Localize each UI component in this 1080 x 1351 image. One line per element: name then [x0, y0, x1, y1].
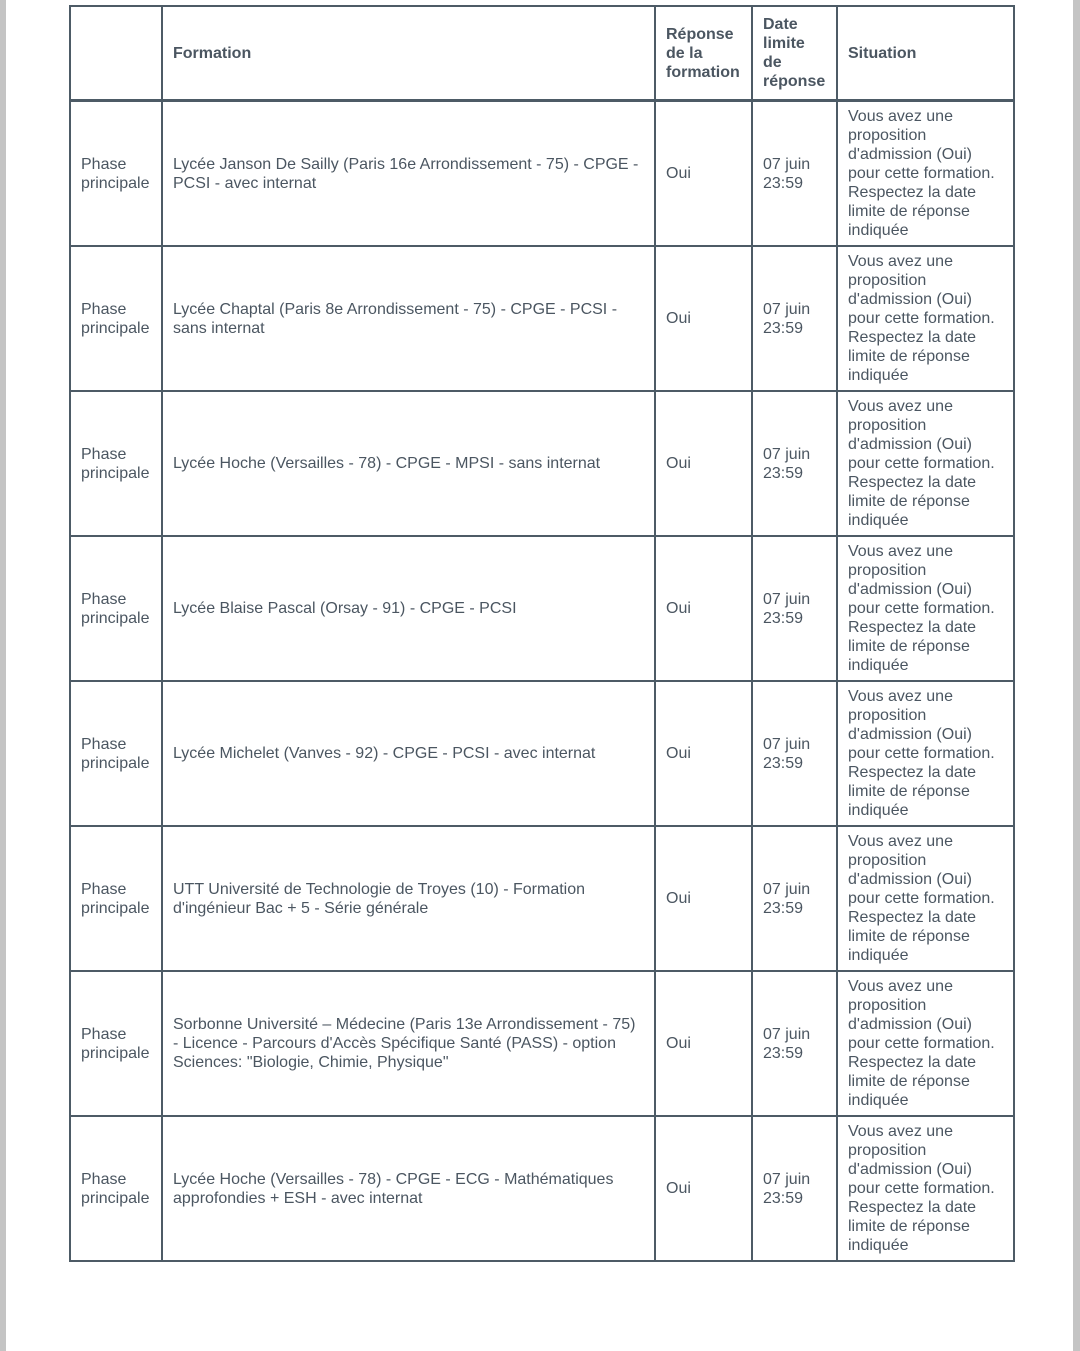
table-row: [70, 1116, 1014, 1261]
cell-phase: Phase principale: [70, 101, 162, 247]
cell-phase: Phase principale: [70, 971, 162, 1116]
cell-situation: Vous avez une proposition d'admission (Oui) pour cette formation. Respectez la date limite de réponse indiquée: [837, 971, 1014, 1116]
cell-phase: Phase principale: [70, 246, 162, 391]
cell-formation: UTT Université de Technologie de Troyes (10) - Formation d'ingénieur Bac + 5 - Série générale: [162, 826, 655, 971]
cell-formation: Lycée Hoche (Versailles - 78) - CPGE - ECG - Mathématiques approfondies + ESH - avec internat: [162, 1116, 655, 1261]
cell-reponse: Oui: [655, 826, 752, 971]
table-row: [70, 536, 1014, 681]
cell-formation: Lycée Hoche (Versailles - 78) - CPGE - MPSI - sans internat: [162, 391, 655, 536]
cell-situation: Vous avez une proposition d'admission (Oui) pour cette formation. Respectez la date limite de réponse indiquée: [837, 246, 1014, 391]
cell-reponse: Oui: [655, 246, 752, 391]
cell-date: 07 juin 23:59: [752, 101, 837, 247]
cell-formation: Lycée Blaise Pascal (Orsay - 91) - CPGE - PCSI: [162, 536, 655, 681]
cell-date: 07 juin 23:59: [752, 681, 837, 826]
cell-phase: Phase principale: [70, 536, 162, 681]
cell-situation: Vous avez une proposition d'admission (Oui) pour cette formation. Respectez la date limite de réponse indiquée: [837, 101, 1014, 247]
header-phase: [70, 6, 162, 101]
cell-situation: Vous avez une proposition d'admission (Oui) pour cette formation. Respectez la date limite de réponse indiquée: [837, 1116, 1014, 1261]
cell-phase: Phase principale: [70, 1116, 162, 1261]
header-situation: Situation: [837, 6, 1014, 101]
cell-phase: Phase principale: [70, 681, 162, 826]
cell-situation: Vous avez une proposition d'admission (Oui) pour cette formation. Respectez la date limite de réponse indiquée: [837, 391, 1014, 536]
table-row: [70, 101, 1014, 247]
cell-reponse: Oui: [655, 681, 752, 826]
cell-situation: Vous avez une proposition d'admission (Oui) pour cette formation. Respectez la date limite de réponse indiquée: [837, 536, 1014, 681]
cell-date: 07 juin 23:59: [752, 971, 837, 1116]
cell-formation: Sorbonne Université – Médecine (Paris 13e Arrondissement - 75) - Licence - Parcours d'Accès Spécifique Santé (PASS) - option Sciences: "Biologie, Chimie, Physique": [162, 971, 655, 1116]
cell-situation: Vous avez une proposition d'admission (Oui) pour cette formation. Respectez la date limite de réponse indiquée: [837, 681, 1014, 826]
table-row: [70, 246, 1014, 391]
cell-formation: Lycée Michelet (Vanves - 92) - CPGE - PCSI - avec internat: [162, 681, 655, 826]
header-formation: Formation: [162, 6, 655, 101]
cell-reponse: Oui: [655, 536, 752, 681]
cell-formation: Lycée Chaptal (Paris 8e Arrondissement - 75) - CPGE - PCSI - sans internat: [162, 246, 655, 391]
cell-date: 07 juin 23:59: [752, 536, 837, 681]
cell-phase: Phase principale: [70, 826, 162, 971]
header-date-limite: Date limite de réponse: [752, 6, 837, 101]
cell-date: 07 juin 23:59: [752, 246, 837, 391]
cell-phase: Phase principale: [70, 391, 162, 536]
table-row: [70, 971, 1014, 1116]
table-header-row: [70, 6, 1014, 101]
table-row: [70, 681, 1014, 826]
header-reponse: Réponse de la formation: [655, 6, 752, 101]
cell-date: 07 juin 23:59: [752, 1116, 837, 1261]
cell-date: 07 juin 23:59: [752, 826, 837, 971]
cell-formation: Lycée Janson De Sailly (Paris 16e Arrondissement - 75) - CPGE - PCSI - avec internat: [162, 101, 655, 247]
cell-reponse: Oui: [655, 391, 752, 536]
right-margin-bar: [1073, 0, 1080, 1351]
cell-reponse: Oui: [655, 971, 752, 1116]
cell-reponse: Oui: [655, 1116, 752, 1261]
table-row: [70, 391, 1014, 536]
table-row: [70, 826, 1014, 971]
admissions-table: [69, 5, 1015, 1262]
left-margin-bar: [0, 0, 6, 1351]
cell-situation: Vous avez une proposition d'admission (Oui) pour cette formation. Respectez la date limite de réponse indiquée: [837, 826, 1014, 971]
cell-reponse: Oui: [655, 101, 752, 247]
cell-date: 07 juin 23:59: [752, 391, 837, 536]
